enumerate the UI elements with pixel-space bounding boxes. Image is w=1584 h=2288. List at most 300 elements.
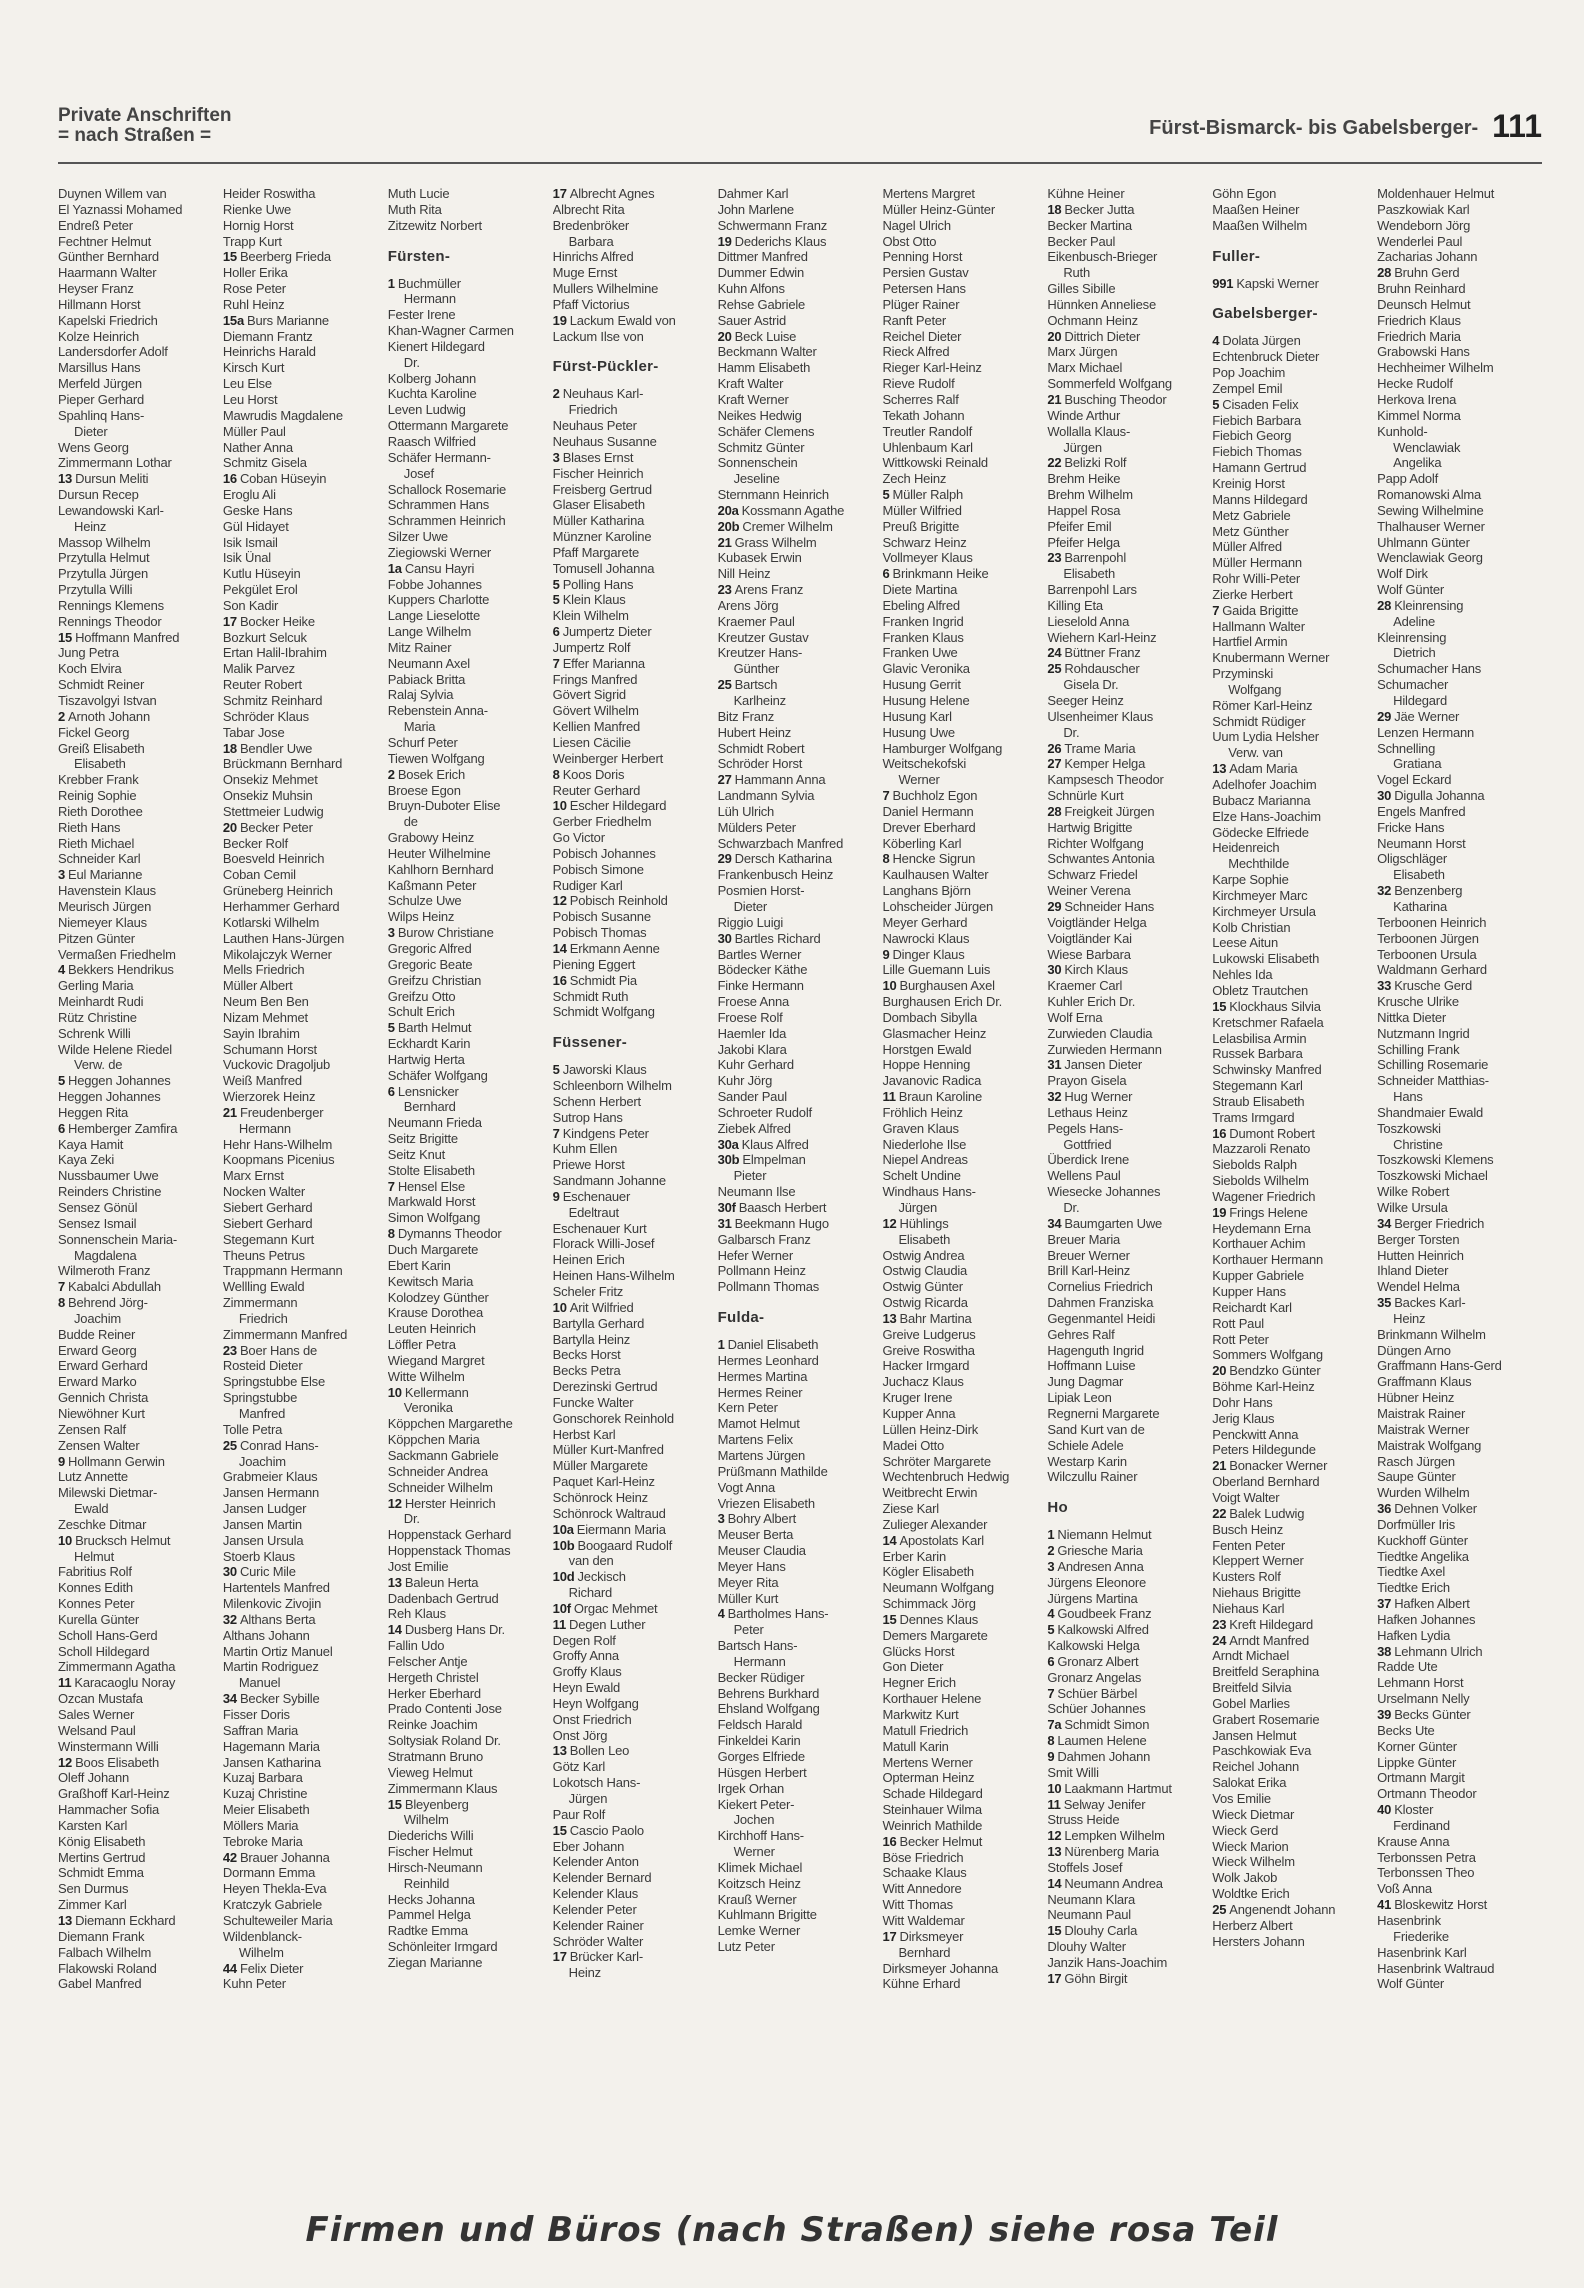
directory-entry	[223, 804, 380, 820]
resident-name: Nawrocki Klaus	[882, 930, 970, 946]
directory-entry	[58, 455, 215, 471]
resident-name: Grabowy Heinz	[387, 830, 475, 846]
resident-name: Dymanns Theodor	[397, 1226, 502, 1242]
house-number: 29	[1047, 898, 1062, 914]
directory-entry	[1212, 1332, 1369, 1348]
directory-entry	[1212, 428, 1369, 444]
directory-entry	[882, 424, 1039, 440]
resident-name: Hersters Johann	[1212, 1933, 1305, 1949]
directory-entry	[718, 1216, 875, 1232]
directory-entry	[1047, 1527, 1204, 1543]
directory-entry	[1047, 994, 1204, 1010]
directory-entry	[1212, 1141, 1369, 1157]
directory-entry	[388, 1606, 545, 1622]
directory-entry	[58, 582, 215, 598]
resident-name: Bernhard	[403, 1099, 456, 1115]
directory-entry	[58, 471, 215, 487]
header-category: Private Anschriften	[58, 105, 232, 126]
directory-entry	[1377, 867, 1534, 883]
resident-name: Bozkurt Selcuk	[222, 629, 307, 645]
resident-name: Manfred	[238, 1405, 286, 1421]
directory-entry	[388, 973, 545, 989]
resident-name: Seitz Knut	[387, 1146, 446, 1162]
directory-entry	[1047, 931, 1204, 947]
house-number: 3	[1047, 1558, 1055, 1574]
directory-entry	[388, 545, 545, 561]
resident-name: Konnes Edith	[58, 1580, 133, 1596]
directory-column	[1212, 186, 1377, 2180]
directory-entry	[718, 265, 875, 281]
directory-entry	[882, 1295, 1039, 1311]
resident-name: Regnerni Margarete	[1047, 1405, 1160, 1421]
directory-entry	[718, 1654, 875, 1670]
directory-entry	[1047, 297, 1204, 313]
resident-name: Wendeborn Jörg	[1377, 217, 1471, 233]
resident-name: Kleppert Werner	[1212, 1553, 1304, 1569]
directory-entry	[1047, 1042, 1204, 1058]
resident-name: Schwarz Friedel	[1047, 867, 1138, 883]
resident-name: Schnelling	[1377, 740, 1436, 756]
directory-entry	[1047, 661, 1204, 677]
resident-name: Wilczullu Rainer	[1047, 1469, 1138, 1485]
directory-entry	[1377, 535, 1534, 551]
directory-entry	[882, 471, 1039, 487]
resident-name: Eiermann Maria	[576, 1521, 666, 1537]
directory-entry	[553, 265, 710, 281]
house-number: 5	[1212, 396, 1220, 412]
directory-entry	[1212, 1870, 1369, 1886]
directory-entry	[882, 867, 1039, 883]
house-number: 5	[882, 487, 890, 503]
directory-entry	[1212, 1205, 1369, 1221]
resident-name: Voigt Walter	[1212, 1489, 1280, 1505]
directory-entry	[718, 1464, 875, 1480]
resident-name: Springstubbe Else	[222, 1374, 326, 1390]
resident-name: Duynen Willem van	[58, 186, 167, 201]
directory-entry	[882, 772, 1039, 788]
directory-entry	[223, 1961, 380, 1977]
resident-name: Milenkovic Zivojin	[222, 1596, 322, 1612]
resident-name: Wolf Dirk	[1377, 566, 1428, 582]
resident-name: Maistrak Rainer	[1377, 1405, 1466, 1421]
resident-name: Maistrak Werner	[1377, 1421, 1470, 1437]
resident-name: Jansen Ursula	[222, 1532, 304, 1548]
directory-entry	[58, 360, 215, 376]
directory-entry	[1212, 333, 1369, 349]
resident-name: Reichardt Karl	[1212, 1299, 1292, 1315]
house-number: 25	[222, 1437, 237, 1453]
directory-entry	[1377, 1422, 1534, 1438]
directory-entry	[223, 234, 380, 250]
directory-column	[58, 186, 223, 2180]
directory-entry	[882, 535, 1039, 551]
resident-name: Erward Gerhard	[58, 1358, 148, 1374]
directory-entry	[1212, 1854, 1369, 1870]
directory-entry	[718, 1184, 875, 1200]
directory-entry	[1212, 1252, 1369, 1268]
resident-name: Neumann Axel	[387, 655, 470, 671]
header-right	[1149, 108, 1542, 145]
resident-name: Dr.	[403, 1511, 420, 1527]
directory-entry	[1377, 1564, 1534, 1580]
resident-name: Becker Helmut	[899, 1833, 983, 1849]
resident-name: Weinberger Herbert	[552, 750, 663, 766]
directory-entry	[1047, 1343, 1204, 1359]
resident-name: Deunsch Helmut	[1377, 296, 1471, 312]
directory-entry	[388, 1084, 545, 1100]
directory-entry	[1377, 899, 1534, 915]
directory-entry	[223, 313, 380, 329]
house-number: 15	[222, 249, 237, 265]
directory-entry	[882, 1200, 1039, 1216]
resident-name: Wollalla Klaus-	[1047, 423, 1131, 439]
resident-name: Urselmann Nelly	[1377, 1691, 1470, 1707]
resident-name: Daniel Elisabeth	[727, 1337, 819, 1353]
resident-name: Freudenberger	[239, 1104, 324, 1120]
resident-name: Benzenberg	[1394, 883, 1463, 899]
house-number: 42	[222, 1849, 237, 1865]
directory-entry	[223, 202, 380, 218]
resident-name: Ewald	[74, 1501, 109, 1517]
resident-name: Beckmann Walter	[717, 344, 817, 360]
resident-name: Vogel Eckard	[1377, 772, 1452, 788]
directory-entry	[718, 1907, 875, 1923]
resident-name: Kellermann	[404, 1384, 469, 1400]
resident-name: Löffler Petra	[387, 1337, 456, 1353]
resident-name: Daniel Hermann	[882, 803, 974, 819]
house-number: 31	[717, 1215, 732, 1231]
header-subcategory: = nach Straßen =	[58, 125, 212, 146]
resident-name: Onsekiz Mehmet	[222, 772, 318, 788]
resident-name: Kuhr Jörg	[717, 1073, 773, 1089]
resident-name: Kratczyk Gabriele	[222, 1897, 323, 1913]
directory-entry	[1212, 1569, 1369, 1585]
directory-entry	[223, 1707, 380, 1723]
directory-entry	[58, 1406, 215, 1422]
directory-entry	[223, 851, 380, 867]
resident-name: Pobisch Thomas	[552, 925, 647, 941]
resident-name: Brinkmann Wilhelm	[1377, 1326, 1486, 1342]
directory-entry	[58, 202, 215, 218]
directory-entry	[1377, 1549, 1534, 1565]
resident-name: Zensen Ralf	[58, 1421, 126, 1437]
directory-entry	[1047, 1168, 1204, 1184]
house-number: 13	[58, 471, 73, 487]
directory-entry	[1212, 682, 1369, 698]
resident-name: Herkova Irena	[1377, 391, 1457, 407]
resident-name: Kaulhausen Walter	[882, 867, 989, 883]
directory-entry	[58, 661, 215, 677]
resident-name: Leuten Heinrich	[387, 1321, 476, 1337]
directory-entry	[882, 1454, 1039, 1470]
resident-name: Kiekert Peter-	[717, 1796, 795, 1812]
directory-entry	[58, 265, 215, 281]
resident-name: Petersen Hans	[882, 281, 966, 297]
directory-entry	[882, 1675, 1039, 1691]
resident-name: Terbonssen Petra	[1377, 1849, 1476, 1865]
directory-entry	[388, 1701, 545, 1717]
resident-name: Stratmann Bruno	[387, 1749, 484, 1764]
directory-entry	[1377, 614, 1534, 630]
resident-name: Lauthen Hans-Jürgen	[222, 930, 345, 946]
directory-entry	[553, 313, 710, 329]
resident-name: Echtenbruck Dieter	[1212, 349, 1320, 365]
resident-name: Weitbrecht Erwin	[882, 1485, 978, 1501]
resident-name: Kaya Zeki	[58, 1152, 115, 1168]
house-number: 41	[1377, 1897, 1392, 1913]
directory-entry	[223, 424, 380, 440]
directory-entry	[223, 1564, 380, 1580]
resident-name: Florack Willi-Josef	[552, 1236, 655, 1252]
resident-name: Bruhn Gerd	[1394, 265, 1460, 281]
resident-name: Terboonen Ursula	[1377, 946, 1477, 962]
house-number: 6	[882, 566, 890, 582]
directory-entry	[58, 503, 215, 519]
house-number: 30	[222, 1564, 237, 1580]
directory-entry	[1047, 1263, 1204, 1279]
resident-name: Fischer Heinrich	[552, 465, 644, 481]
directory-entry	[553, 577, 710, 593]
directory-entry	[882, 1786, 1039, 1802]
directory-entry	[58, 804, 215, 820]
resident-name: Bitz Franz	[717, 708, 775, 724]
resident-name: Pobisch Susanne	[552, 909, 651, 925]
directory-entry	[1047, 360, 1204, 376]
resident-name: Wagener Friedrich	[1212, 1188, 1316, 1204]
directory-entry	[882, 1422, 1039, 1438]
resident-name: Marx Ernst	[222, 1168, 284, 1184]
resident-name: Voigtländer Kai	[1047, 930, 1132, 946]
resident-name: Lenzen Hermann	[1377, 724, 1475, 740]
resident-name: Galbarsch Franz	[717, 1231, 811, 1247]
directory-entry	[882, 1263, 1039, 1279]
house-number: 7	[1212, 602, 1220, 618]
resident-name: Schäfer Hermann-	[387, 449, 491, 465]
house-number: 11	[58, 1675, 72, 1691]
resident-name: Onst Friedrich	[552, 1711, 632, 1727]
resident-name: Lieselold Anna	[1047, 613, 1130, 629]
house-number: 991	[1212, 275, 1234, 291]
directory-entry	[882, 360, 1039, 376]
resident-name: Müller Kurt	[717, 1590, 779, 1606]
resident-name: Geske Hans	[222, 502, 293, 518]
resident-name: Zacharias Johann	[1377, 249, 1478, 265]
resident-name: Bubacz Marianna	[1212, 792, 1311, 808]
directory-entry	[553, 1854, 710, 1870]
resident-name: Günther Bernhard	[58, 249, 159, 265]
resident-name: Saupe Günter	[1377, 1469, 1456, 1485]
resident-name: Rosteid Dieter	[222, 1358, 303, 1374]
directory-entry	[882, 1549, 1039, 1565]
resident-name: Hildegard	[1393, 693, 1447, 708]
directory-entry	[58, 1961, 215, 1977]
resident-name: Friedrich Klaus	[1377, 312, 1461, 328]
directory-entry	[1377, 1961, 1534, 1977]
resident-name: Neumann Ilse	[717, 1184, 796, 1200]
directory-entry	[1047, 1923, 1204, 1939]
directory-entry	[553, 1300, 710, 1316]
resident-name: Kotlarski Wilhelm	[222, 914, 320, 930]
directory-entry	[882, 1248, 1039, 1264]
directory-entry	[388, 687, 545, 703]
resident-name: Sternmann Heinrich	[717, 487, 829, 503]
directory-entry	[1212, 698, 1369, 714]
resident-name: Witt Thomas	[882, 1897, 953, 1913]
resident-name: Graßhoff Karl-Heinz	[58, 1786, 170, 1802]
resident-name: Rienke Uwe	[222, 201, 291, 217]
directory-entry	[223, 1374, 380, 1390]
street-heading: Fürst-Pückler-	[552, 358, 659, 376]
resident-name: Heyen Thekla-Eva	[222, 1881, 327, 1897]
directory-entry	[58, 1628, 215, 1644]
directory-entry	[718, 566, 875, 582]
resident-name: Dersch Katharina	[734, 851, 832, 867]
directory-entry	[223, 1818, 380, 1834]
directory-entry	[58, 376, 215, 392]
directory-entry	[1377, 1675, 1534, 1691]
directory-entry	[388, 1163, 545, 1179]
resident-name: Lange Lieselotte	[387, 608, 480, 624]
resident-name: Zimmermann Manfred	[222, 1326, 348, 1342]
directory-entry	[388, 957, 545, 973]
resident-name: Niepel Andreas	[882, 1152, 968, 1168]
resident-name: Schade Hildegard	[882, 1786, 983, 1802]
resident-name: Hüsgen Herbert	[717, 1764, 807, 1780]
resident-name: Boos Elisabeth	[75, 1754, 159, 1770]
resident-name: Lehmann Ulrich	[1394, 1643, 1483, 1659]
directory-entry	[882, 1802, 1039, 1818]
resident-name: Steinhauer Wilma	[882, 1802, 982, 1818]
resident-name: Neumann Andrea	[1064, 1875, 1163, 1891]
directory-entry	[1377, 408, 1534, 424]
resident-name: Simon Wolfgang	[387, 1210, 481, 1226]
resident-name: Saffran Maria	[222, 1722, 299, 1738]
directory-entry	[553, 1807, 710, 1823]
house-number: 29	[1377, 708, 1392, 724]
resident-name: Priewe Horst	[552, 1157, 625, 1173]
directory-entry	[58, 1834, 215, 1850]
resident-name: Riggio Luigi	[717, 914, 784, 930]
directory-entry	[882, 661, 1039, 677]
resident-name: Dummer Edwin	[717, 265, 805, 281]
resident-name: Witt Waldemar	[882, 1912, 965, 1928]
directory-entry	[223, 1786, 380, 1802]
directory-entry	[223, 519, 380, 535]
resident-name: Graffmann Klaus	[1377, 1374, 1472, 1390]
directory-entry	[1212, 444, 1369, 460]
resident-name: Wittkowski Reinald	[882, 455, 988, 471]
resident-name: Markwald Horst	[387, 1194, 476, 1210]
directory-entry	[58, 1929, 215, 1945]
directory-entry	[1377, 1739, 1534, 1755]
directory-column	[1377, 186, 1542, 2180]
resident-name: Pfeifer Helga	[1047, 534, 1120, 550]
resident-name: Pekgület Erol	[222, 582, 298, 598]
directory-entry	[1047, 1686, 1204, 1702]
resident-name: Schmidt Ruth	[552, 988, 629, 1004]
directory-entry	[58, 772, 215, 788]
directory-entry	[388, 1115, 545, 1131]
house-number: 7a	[1047, 1717, 1062, 1733]
directory-entry	[223, 1248, 380, 1264]
directory-entry	[388, 1099, 545, 1115]
directory-entry	[882, 1976, 1039, 1992]
directory-entry	[718, 1670, 875, 1686]
directory-entry	[1212, 856, 1369, 872]
resident-name: Peter	[733, 1622, 764, 1638]
resident-name: Vogt Anna	[717, 1479, 776, 1495]
resident-name: Trame Maria	[1064, 740, 1136, 756]
resident-name: Hehr Hans-Wilhelm	[222, 1136, 333, 1152]
directory-entry	[223, 265, 380, 281]
resident-name: Hutten Heinrich	[1377, 1247, 1464, 1263]
directory-entry	[1377, 297, 1534, 313]
resident-name: Jansen Hermann	[222, 1485, 320, 1501]
directory-entry	[718, 1828, 875, 1844]
directory-entry	[58, 614, 215, 630]
resident-name: Klockhaus Silvia	[1229, 998, 1321, 1014]
resident-name: Wolk Jakob	[1212, 1870, 1278, 1886]
directory-entry	[1212, 1078, 1369, 1094]
resident-name: Schwinsky Manfred	[1212, 1062, 1322, 1078]
resident-name: Wiegand Margret	[387, 1352, 485, 1368]
resident-name: Koopmans Picenius	[222, 1152, 335, 1168]
resident-name: Janzik Hans-Joachim	[1047, 1954, 1168, 1970]
resident-name: Reichel Johann	[1212, 1759, 1300, 1775]
house-number: 12	[552, 893, 567, 909]
resident-name: Wenderlei Paul	[1377, 233, 1463, 249]
directory-entry	[718, 1939, 875, 1955]
resident-name: Becker Rolf	[222, 835, 288, 851]
resident-name: Kraft Werner	[717, 391, 789, 407]
resident-name: Fiebich Georg	[1212, 428, 1292, 444]
resident-name: Rennings Klemens	[58, 597, 164, 613]
directory-entry	[718, 1416, 875, 1432]
directory-entry	[58, 867, 215, 883]
resident-name: Lelasbilisa Armin	[1212, 1030, 1307, 1046]
directory-entry	[1377, 1358, 1534, 1374]
directory-entry	[223, 1168, 380, 1184]
resident-name: Kampsesch Theodor	[1047, 772, 1164, 788]
directory-entry	[223, 1057, 380, 1073]
directory-entry	[223, 1454, 380, 1470]
resident-name: Becker Jutta	[1064, 201, 1135, 217]
directory-entry	[388, 1781, 545, 1797]
resident-name: Rott Paul	[1212, 1315, 1264, 1331]
directory-entry	[1212, 1236, 1369, 1252]
directory-entry	[1047, 1575, 1204, 1591]
resident-name: Albrecht Rita	[552, 201, 625, 217]
house-number: 27	[1047, 756, 1062, 772]
directory-entry	[553, 1474, 710, 1490]
resident-name: Lehmann Horst	[1377, 1675, 1464, 1691]
directory-entry	[1047, 1089, 1204, 1105]
directory-entry	[718, 693, 875, 709]
house-number: 3	[717, 1511, 725, 1527]
directory-entry	[1212, 587, 1369, 603]
resident-name: Mertens Margret	[882, 186, 975, 201]
directory-entry	[388, 1432, 545, 1448]
resident-name: Kellien Manfred	[552, 719, 640, 735]
directory-entry	[58, 1438, 215, 1454]
resident-name: Zempel Emil	[1212, 380, 1283, 396]
resident-name: Bartsch Hans-	[717, 1638, 798, 1654]
resident-name: Kelender Anton	[552, 1854, 639, 1870]
house-number: 10	[1047, 1780, 1062, 1796]
directory-entry	[223, 1073, 380, 1089]
resident-name: Ranft Peter	[882, 312, 947, 328]
resident-name: Fabritius Rolf	[58, 1564, 132, 1580]
